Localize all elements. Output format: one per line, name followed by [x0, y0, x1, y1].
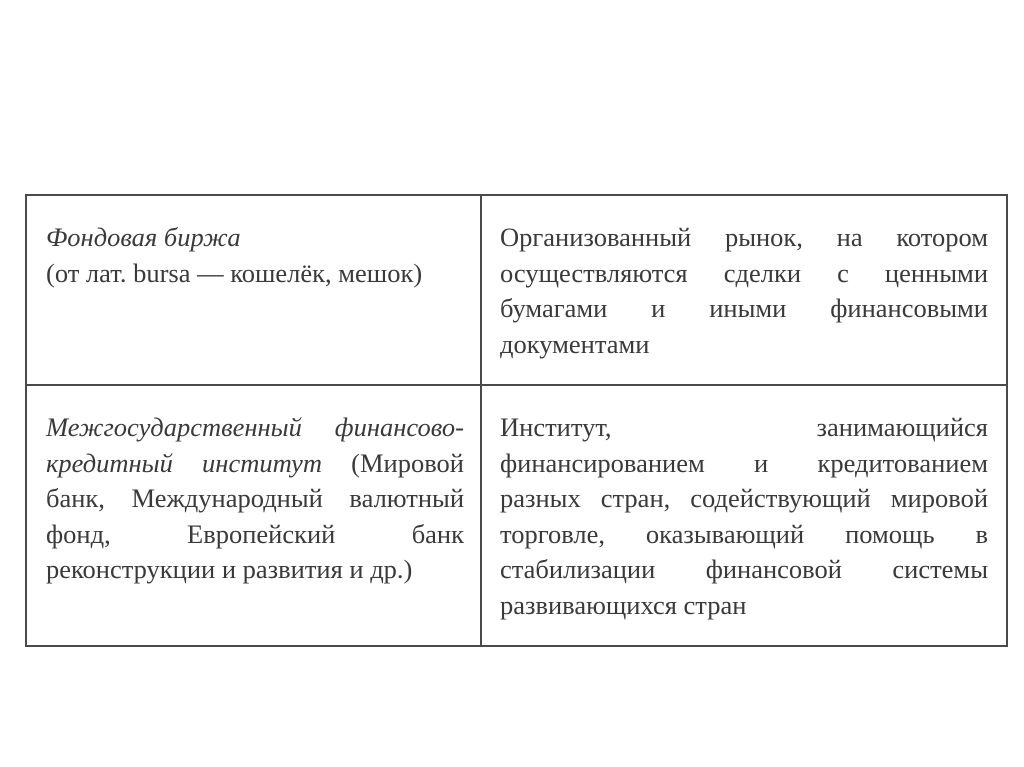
term-title: Межгосударственный финансово-кредитный институт	[46, 412, 464, 478]
definition-cell	[481, 195, 1007, 385]
table-row	[26, 385, 1007, 646]
term-note: (от лат. bursa — кошелёк, мешок)	[46, 257, 423, 288]
table-row	[26, 195, 1007, 385]
definition-text: Организованный рынок, на котором осуществляются сделки с ценными бумагами и иными финансовыми документами	[500, 222, 988, 359]
term-note: (Мировой банк, Международный валютный фонд, Европейский банк реконструкции и развития и др.)	[46, 447, 464, 584]
definitions-table	[25, 194, 1008, 647]
definition-text: Институт, занимающийся финансированием и кредитованием разных стран, содействующий мировой торговле, оказывающий помощь в стабилизации финансовой системы развивающихся стран	[500, 412, 988, 620]
definition-cell	[481, 385, 1007, 646]
term-cell	[26, 385, 481, 646]
term-cell	[26, 195, 481, 385]
term-title: Фондовая биржа	[46, 222, 241, 252]
